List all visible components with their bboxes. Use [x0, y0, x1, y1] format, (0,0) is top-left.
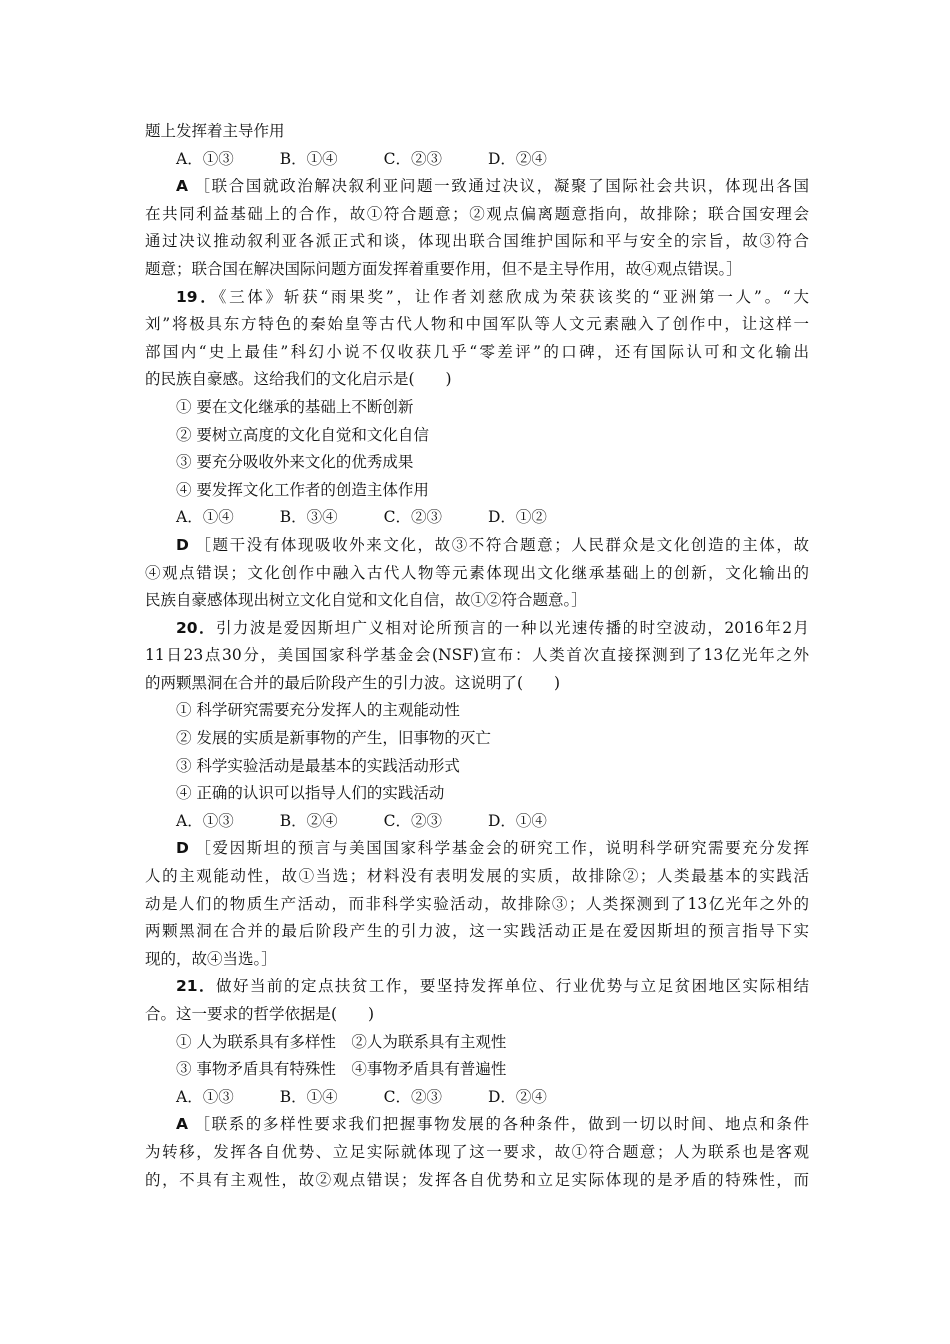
q19-stem-line-4: 的民族自豪感。这给我们的文化启示是( )	[145, 370, 452, 389]
q19-option-a: A．①④	[176, 508, 234, 527]
q20-explain-line-5: 现的，故④当选。］	[145, 949, 277, 968]
q20-option-c: C．②③	[383, 811, 442, 830]
q18-option-c: C．②③	[383, 149, 442, 168]
q18-option-d: D．②④	[487, 149, 547, 168]
q21-option-b: B．①④	[279, 1087, 338, 1106]
q21-item-2: ③ 事物矛盾具有特殊性 ④事物矛盾具有普遍性	[176, 1060, 507, 1079]
q20-options	[145, 808, 809, 836]
q21-option-d: D．②④	[487, 1087, 547, 1106]
q20-option-d: D．①④	[487, 811, 547, 830]
q19-item-2: ② 要树立高度的文化自觉和文化自信	[176, 425, 429, 444]
q20-option-b: B．②④	[279, 811, 338, 830]
q18-answer: A	[176, 177, 188, 196]
q21-explain-line-2: 为转移，发挥各自优势、立足实际就体现了这一要求，故①符合题意；人为联系也是客观	[145, 1142, 809, 1161]
q19-number: 19．	[176, 287, 219, 306]
q18-options	[145, 146, 809, 174]
q18-option-a: A．①③	[176, 149, 234, 168]
q19-option-c: C．②③	[383, 508, 442, 527]
q18-explain-line-1: A ［联合国就政治解决叙利亚问题一致通过决议，凝聚了国际社会共识，体现出各国	[176, 177, 809, 196]
q20-stem-line-3: 的两颗黑洞在合并的最后阶段产生的引力波。这说明了( )	[145, 673, 561, 692]
q19-item-3: ③ 要充分吸收外来文化的优秀成果	[176, 453, 414, 472]
q19-explain-line-1: D ［题干没有体现吸收外来文化，故③不符合题意；人民群众是文化创造的主体，故	[176, 535, 809, 554]
q18-stem-tail: 题上发挥着主导作用	[145, 122, 285, 140]
q20-option-a: A．①③	[176, 811, 234, 830]
q19-stem-line-3: 部国内“史上最佳”科幻小说不仅收获几乎“零差评”的口碑，还有国际认可和文化输出	[145, 342, 809, 361]
q20-stem-line-2: 11日23点30分，美国国家科学基金会(NSF)宣布：人类首次直接探测到了13亿光年之外	[145, 646, 809, 665]
q21-option-a: A．①③	[176, 1087, 234, 1106]
q20-answer: D	[176, 839, 189, 858]
q19-stem-line-1: 19．《三体》斩获“雨果奖”，让作者刘慈欣成为荣获该奖的“亚洲第一人”。“大	[176, 287, 809, 306]
q21-number: 21．	[176, 977, 217, 996]
q21-stem-line-2: 合。这一要求的哲学依据是( )	[145, 1005, 375, 1023]
q21-explain-line-3: 的，不具有主观性，故②观点错误；发挥各自优势和立足实际体现的是矛盾的特殊性，而	[145, 1170, 809, 1189]
q19-explain-line-3: 民族自豪感体现出树立文化自觉和文化自信，故①②符合题意。］	[145, 591, 587, 610]
q20-item-2: ② 发展的实质是新事物的产生，旧事物的灭亡	[176, 729, 491, 748]
q19-answer: D	[176, 535, 189, 554]
q19-item-1: ① 要在文化继承的基础上不断创新	[176, 397, 414, 416]
q18-explain-line-4: 题意；联合国在解决国际问题方面发挥着重要作用，但不是主导作用，故④观点错误。］	[145, 259, 742, 278]
q21-item-1: ① 人为联系具有多样性 ②人为联系具有主观性	[176, 1032, 507, 1051]
q21-stem-line-1: 21．做好当前的定点扶贫工作，要坚持发挥单位、行业优势与立足贫困地区实际相结	[176, 977, 809, 996]
q20-explain-line-4: 两颗黑洞在合并的最后阶段产生的引力波，这一实践活动正是在爱因斯坦的预言指导下实	[145, 922, 809, 941]
q19-options	[145, 504, 809, 532]
q20-stem-line-1: 20．引力波是爱因斯坦广义相对论所预言的一种以光速传播的时空波动，2016年2月	[176, 618, 809, 637]
q21-option-c: C．②③	[383, 1087, 442, 1106]
q20-explain-line-1: D ［爱因斯坦的预言与美国国家科学基金会的研究工作，说明科学研究需要充分发挥	[176, 839, 809, 858]
q19-explain-line-2: ④观点错误；文化创作中融入古代人物等元素体现出文化继承基础上的创新，文化输出的	[145, 563, 809, 582]
q19-option-b: B．③④	[279, 508, 338, 527]
q21-answer: A	[176, 1115, 188, 1134]
q20-number: 20．	[176, 618, 216, 637]
q20-item-3: ③ 科学实验活动是最基本的实践活动形式	[176, 756, 460, 775]
q20-item-4: ④ 正确的认识可以指导人们的实践活动	[176, 784, 445, 803]
q21-explain-line-1: A ［联系的多样性要求我们把握事物发展的各种条件，做到一切以时间、地点和条件	[176, 1115, 809, 1134]
q19-stem-line-2: 刘”将极具东方特色的秦始皇等古代人物和中国军队等人文元素融入了创作中，让这样一	[145, 315, 809, 334]
q18-explain-line-3: 通过决议推动叙利亚各派正式和谈，体现出联合国维护国际和平与安全的宗旨，故③符合	[145, 232, 809, 251]
document-page	[145, 118, 809, 1194]
q20-explain-line-3: 动是人们的物质生产活动，而非科学实验活动，故排除③；人类探测到了13亿光年之外的	[145, 894, 809, 913]
q18-explain-line-2: 在共同利益基础上的合作，故①符合题意；②观点偏离题意指向，故排除；联合国安理会	[145, 204, 809, 223]
q19-item-4: ④ 要发挥文化工作者的创造主体作用	[176, 480, 429, 499]
q20-item-1: ① 科学研究需要充分发挥人的主观能动性	[176, 701, 460, 720]
q21-options	[145, 1084, 809, 1112]
q20-explain-line-2: 人的主观能动性，故①当选；材料没有表明发展的实质，故排除②；人类最基本的实践活	[145, 867, 809, 886]
q18-option-b: B．①④	[279, 149, 338, 168]
q19-option-d: D．①②	[487, 508, 547, 527]
